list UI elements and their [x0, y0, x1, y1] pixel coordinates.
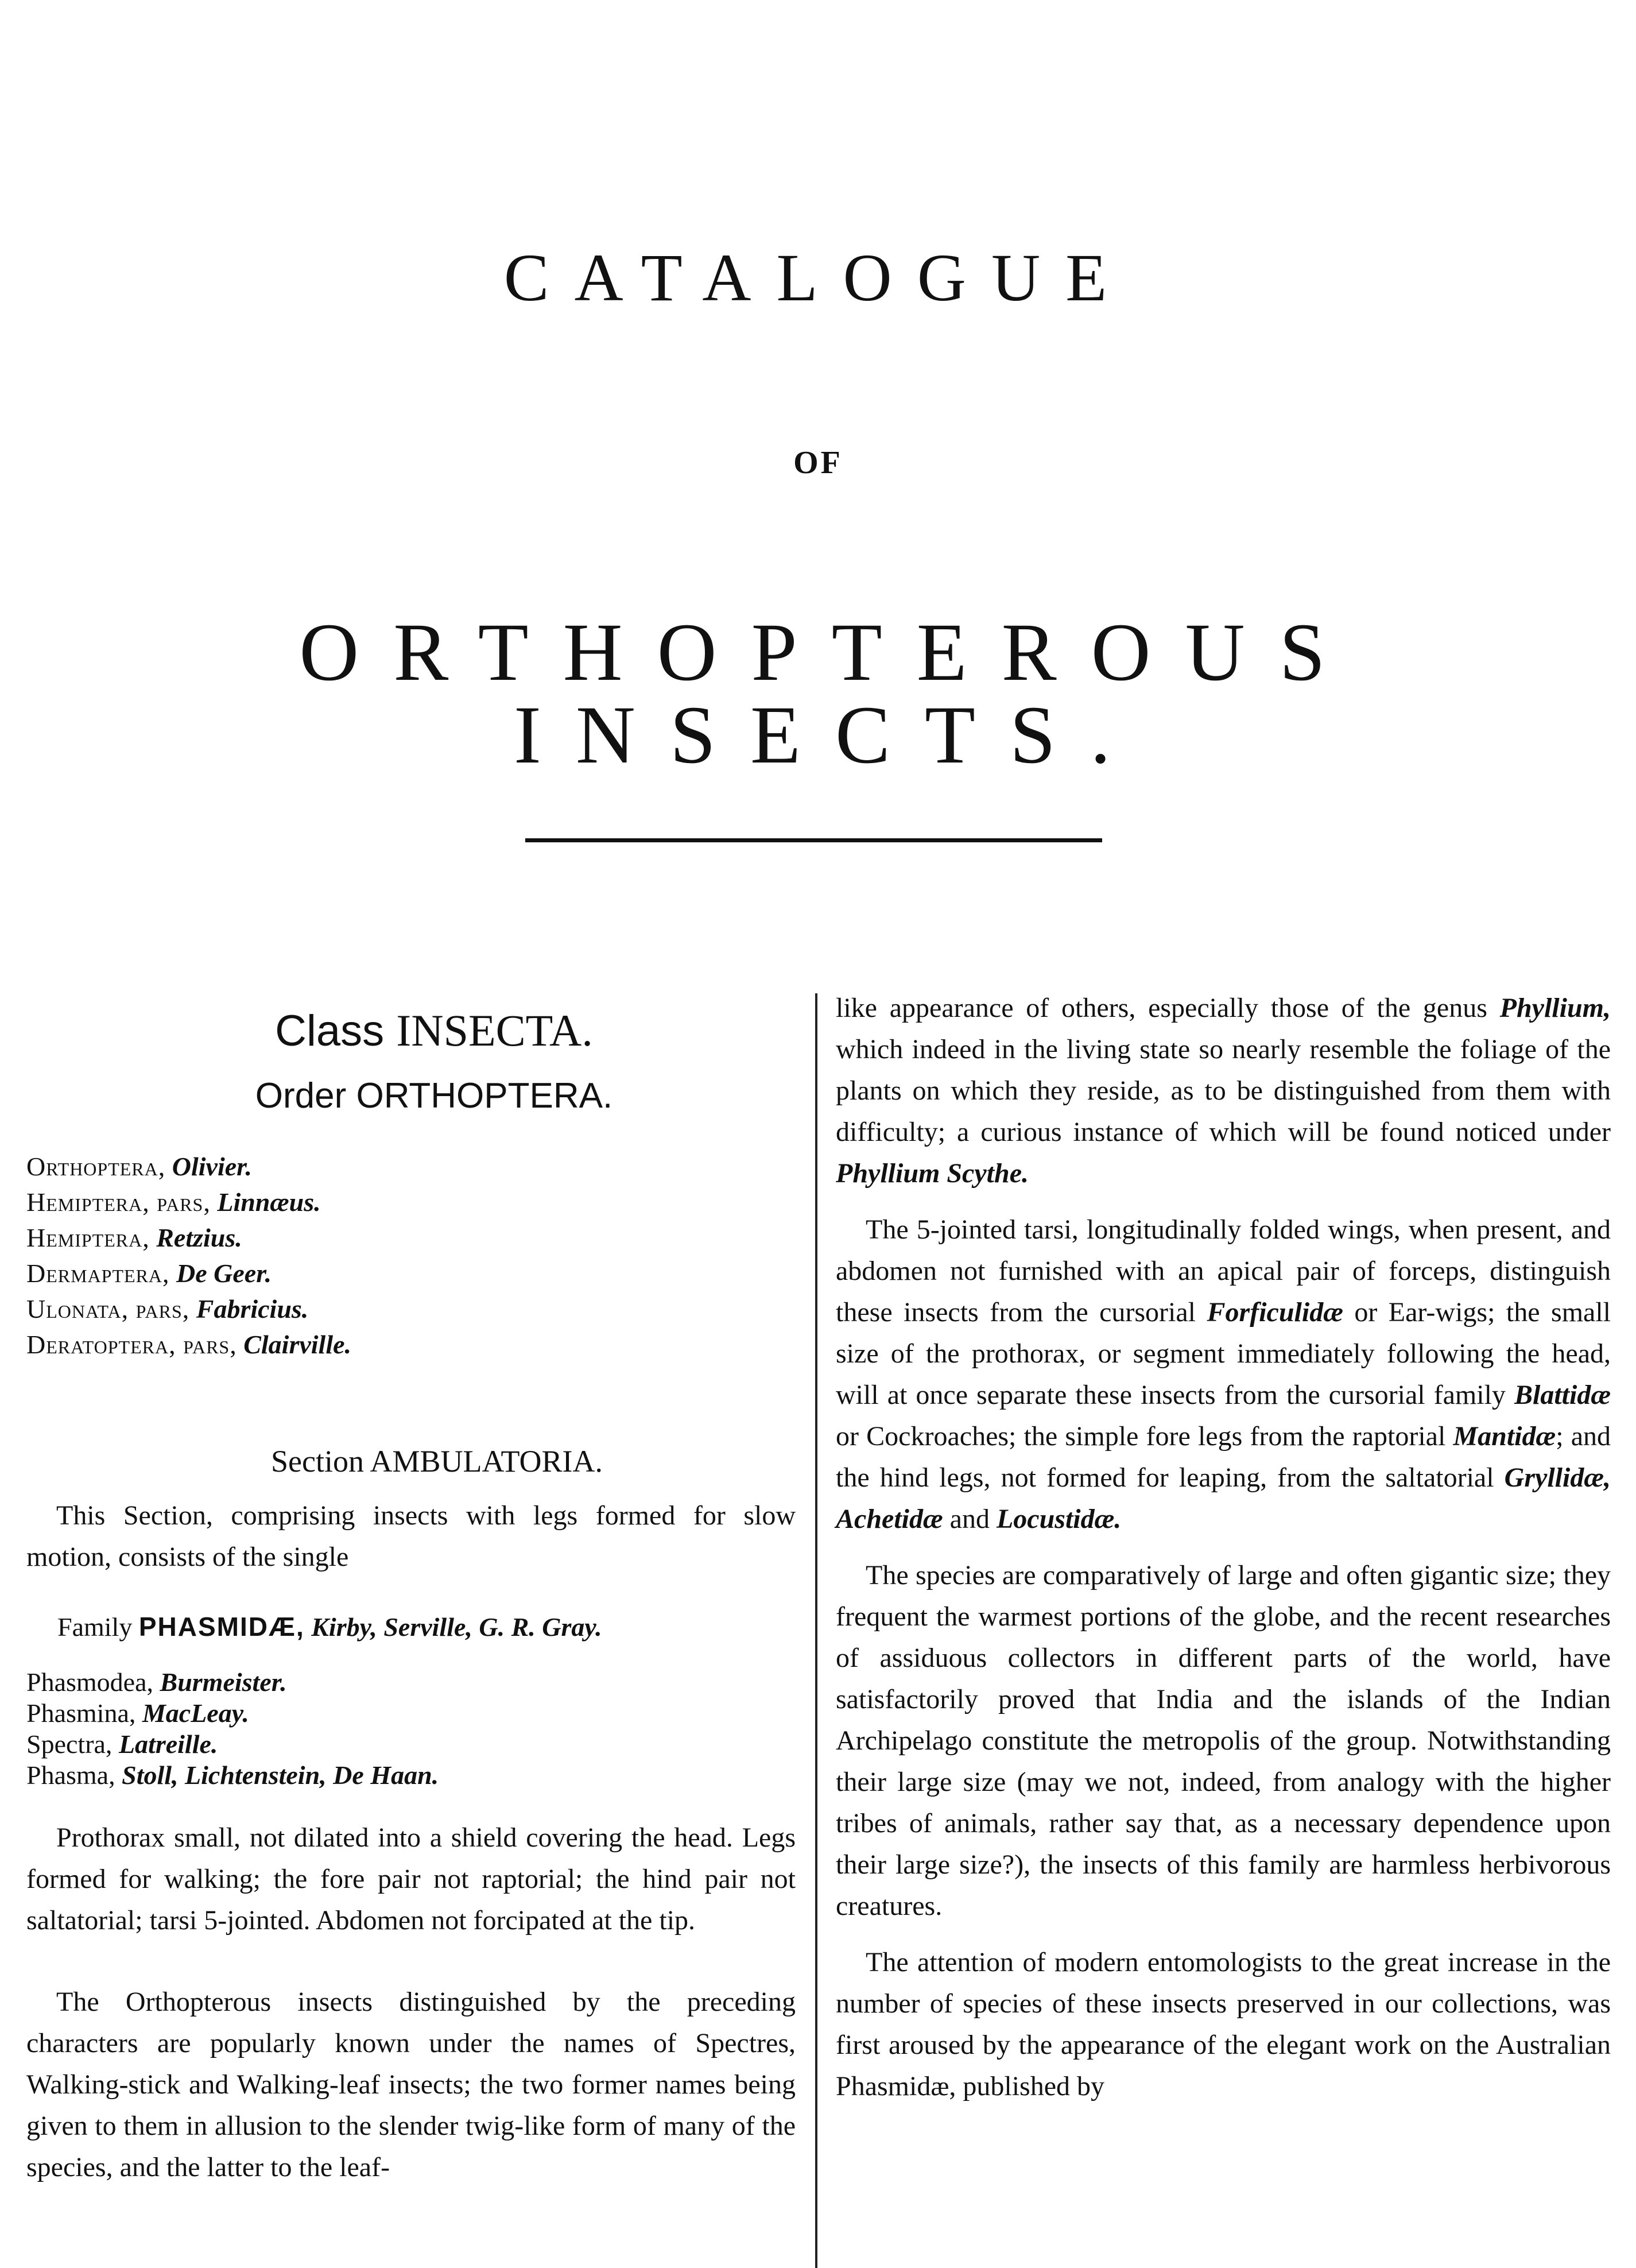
attention-paragraph: The attention of modern entomologists to the great increase in the number of species of these insects preserved in our collections, was first aroused by the appearance of the elegant work on the Australian Phasmidæ, published by: [836, 1947, 1611, 2101]
genus-item: Phasma, Stoll, Lichtenstein, De Haan.: [26, 1760, 439, 1790]
genus-item: Phasmodea, Burmeister.: [26, 1667, 287, 1697]
right-column: [836, 988, 1611, 2107]
family-name: PHASMIDÆ,: [138, 1611, 305, 1642]
title-rule: [525, 838, 1102, 842]
order-heading: Order ORTHOPTERA.: [255, 1075, 613, 1116]
family-heading: Family PHASMIDÆ, Kirby, Serville, G. R. Gray.: [57, 1611, 602, 1642]
synonym-item: Hemiptera, pars, Linnæus.: [26, 1187, 321, 1217]
synonym-item: Hemiptera, Retzius.: [26, 1223, 242, 1253]
family-authors: Kirby, Serville, G. R. Gray.: [311, 1612, 602, 1642]
synonym-item: Dermaptera, De Geer.: [26, 1259, 272, 1288]
species-paragraph: The species are comparatively of large and often gigantic size; they frequent the warmest portions of the globe, and the recent researches of assiduous collectors in different parts of the world, have satisfactorily proved that India and the islands of the Indian Archipelago constitute the metropolis of the group. Notwithstanding their large size (may we not, indeed, from analogy with the higher tribes of animals, rather say that, as a necessary dependence upon their large size?), the insects of this family are harmless herbivorous creatures.: [836, 1560, 1611, 1921]
class-prefix: Class: [275, 1007, 385, 1055]
distinction-paragraph: The 5-jointed tarsi, longitudinally folded wings, when present, and abdomen not furnished with an apical pair of forceps, distinguish these insects from the cursorial Forficulidæ or Ear-wigs; the small size of the prothorax, or segment immediately following the head, will at once separate these insects from the cursorial family Blattidæ or Cockroaches; the simple fore legs from the raptorial Mantidæ; and the hind legs, not formed for leaping, from the saltatorial Gryllidæ, Achetidæ and Locustidæ.: [836, 1214, 1611, 1534]
class-heading: [26, 1005, 796, 1056]
class-name: INSECTA.: [396, 1005, 593, 1055]
synonym-item: Deratoptera, pars, Clairville.: [26, 1330, 352, 1360]
continued-paragraph: like appearance of others, especially those of the genus Phyllium, which indeed in the living state so nearly resemble the foliage of the plants on which they reside, as to be distinguished from them with difficulty; a curious instance of which will be found noticed under Phyllium Scythe.: [836, 993, 1611, 1189]
left-column: [26, 988, 796, 2188]
genus-list: [26, 1667, 796, 1791]
title-of: OF: [793, 445, 843, 481]
synonym-item: Orthoptera, Olivier.: [26, 1152, 253, 1182]
genus-item: Phasmina, MacLeay.: [26, 1698, 249, 1728]
genus-item: Spectra, Latreille.: [26, 1729, 218, 1759]
section-text: This Section, comprising insects with legs formed for slow motion, consists of the single: [26, 1500, 796, 1572]
diagnosis-paragraph: Prothorax small, not dilated into a shield covering the head. Legs formed for walking; the fore pair not raptorial; the hind pair not saltatorial; tarsi 5-jointed. Abdomen not forcipated at the tip.: [26, 1822, 796, 1936]
synonym-item: Ulonata, pars, Fabricius.: [26, 1294, 309, 1324]
section-heading: Section AMBULATORIA.: [270, 1444, 603, 1479]
column-divider: [815, 993, 817, 2268]
synonym-list: [26, 1149, 796, 1363]
title-orthopterous-insects: ORTHOPTEROUS INSECTS.: [299, 607, 1360, 781]
title-catalogue: CATALOGUE: [503, 240, 1133, 315]
intro-paragraph: The Orthopterous insects distinguished by the preceding characters are popularly known under the names of Spectres, Walking-stick and Walking-leaf insects; the two former names being given to them in allusion to the slender twig-like form of many of the species, and the latter to the leaf-: [26, 1987, 796, 2183]
